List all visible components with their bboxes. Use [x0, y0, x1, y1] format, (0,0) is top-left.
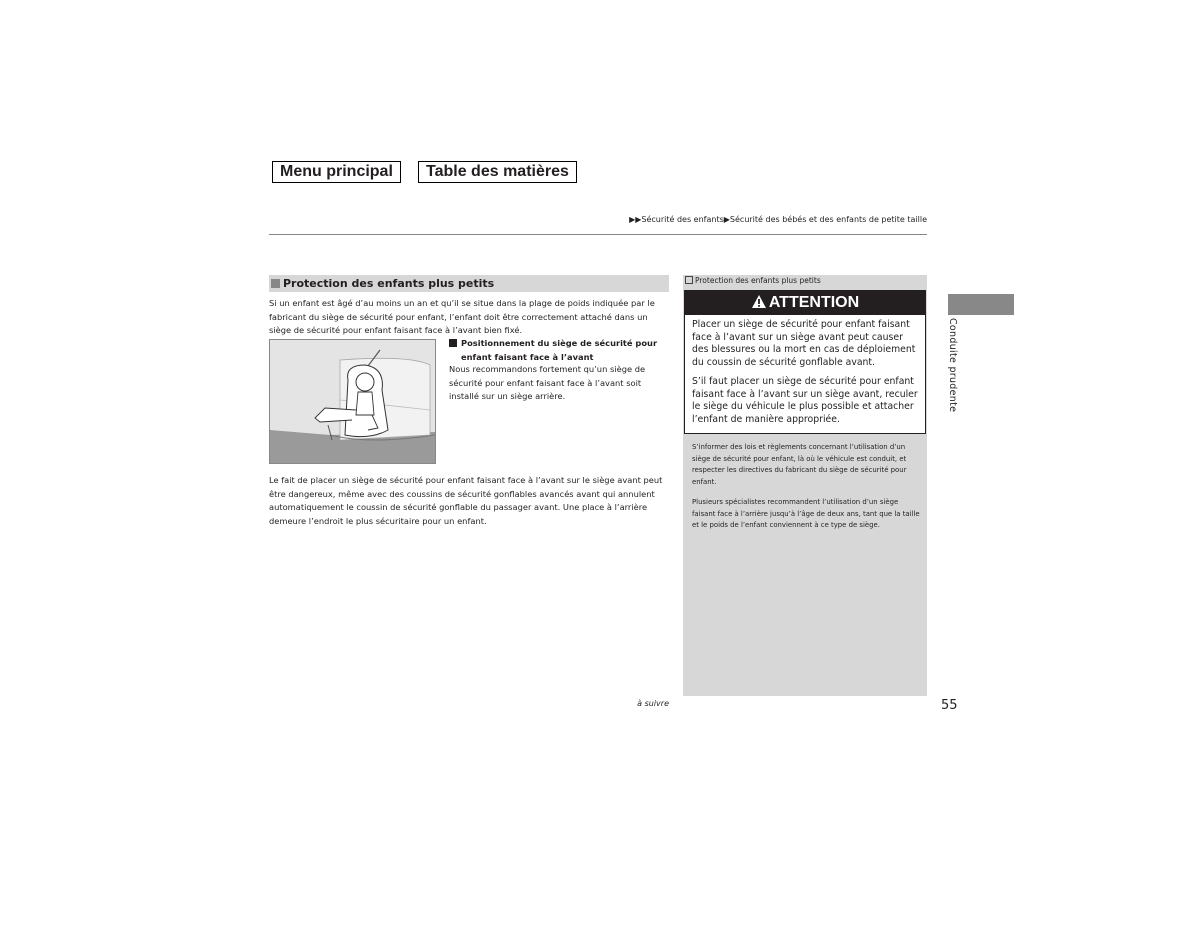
sidebar-notes	[683, 275, 927, 696]
reference-icon	[685, 276, 693, 284]
page-number: 55	[941, 698, 958, 713]
subsection-heading	[449, 337, 671, 364]
continued-label: à suivre	[637, 699, 669, 708]
intro-paragraph: Si un enfant est âgé d’au moins un an et qu’il se situe dans la plage de poids indiquée par le fabricant du siège de sécurité pour enfant, l’enfant doit être correctement attaché dans un siège de sécurité pour enfant faisant face à l’avant bien fixé.	[269, 298, 655, 335]
warning-paragraph-1: Placer un siège de sécurité pour enfant faisant face à l’avant sur un siège avant peut causer des blessures ou la mort en cas de déploiement du coussin de sécurité gonflable avant.	[692, 319, 916, 369]
sidebar-heading-text: Protection des enfants plus petits	[695, 276, 821, 285]
warning-box	[684, 290, 926, 434]
section-heading	[269, 275, 669, 292]
header-divider	[269, 234, 927, 235]
section-title: Protection des enfants plus petits	[283, 277, 495, 290]
warning-title-text: ATTENTION	[768, 294, 860, 311]
sidebar-note-2: Plusieurs spécialistes recommandent l’utilisation d’un siège faisant face à l’arrière jusqu’à l’âge de deux ans, tant que la taille et le poids de l’enfant conviennent à ce type de siège.	[692, 498, 920, 530]
chapter-tab	[948, 294, 1014, 315]
warning-triangle-icon	[751, 294, 767, 309]
section-marker-icon	[271, 279, 280, 288]
subsection-marker-icon	[449, 339, 457, 347]
child-seat-illustration	[269, 339, 436, 464]
subsection-body: Nous recommandons fortement qu’un siège de sécurité pour enfant faisant face à l’avant soit installé sur un siège arrière.	[449, 364, 646, 401]
warning-title	[685, 291, 925, 315]
breadcrumb: ▶▶Sécurité des enfants▶Sécurité des bébés et des enfants de petite taille	[629, 215, 927, 224]
subsection-title: Positionnement du siège de sécurité pour enfant faisant face à l’avant	[461, 338, 658, 362]
warning-paragraph-2: S’il faut placer un siège de sécurité pour enfant faisant face à l’avant sur un siège avant, reculer le siège du véhicule le plus possible et attacher l’enfant de manière appropriée.	[692, 375, 918, 425]
sidebar-heading	[683, 275, 927, 286]
second-paragraph: Le fait de placer un siège de sécurité pour enfant faisant face à l’avant sur le siège avant peut être dangereux, même avec des coussins de sécurité gonflables avancés avant qui annulent automatiquement le coussin de sécurité gonflable du passager avant. Une place à l’arrière demeure l’endroit le plus sécuritaire pour un enfant.	[269, 475, 663, 526]
table-of-contents-button[interactable]: Table des matières	[418, 161, 577, 183]
main-menu-button[interactable]: Menu principal	[272, 161, 401, 183]
sidebar-note-1: S’informer des lois et règlements concernant l’utilisation d’un siège de sécurité pour enfant, là où le véhicule est conduit, et respecter les directives du fabricant du siège de sécurité pour enfant.	[692, 443, 907, 486]
chapter-tab-label: Conduite prudente	[947, 318, 958, 413]
